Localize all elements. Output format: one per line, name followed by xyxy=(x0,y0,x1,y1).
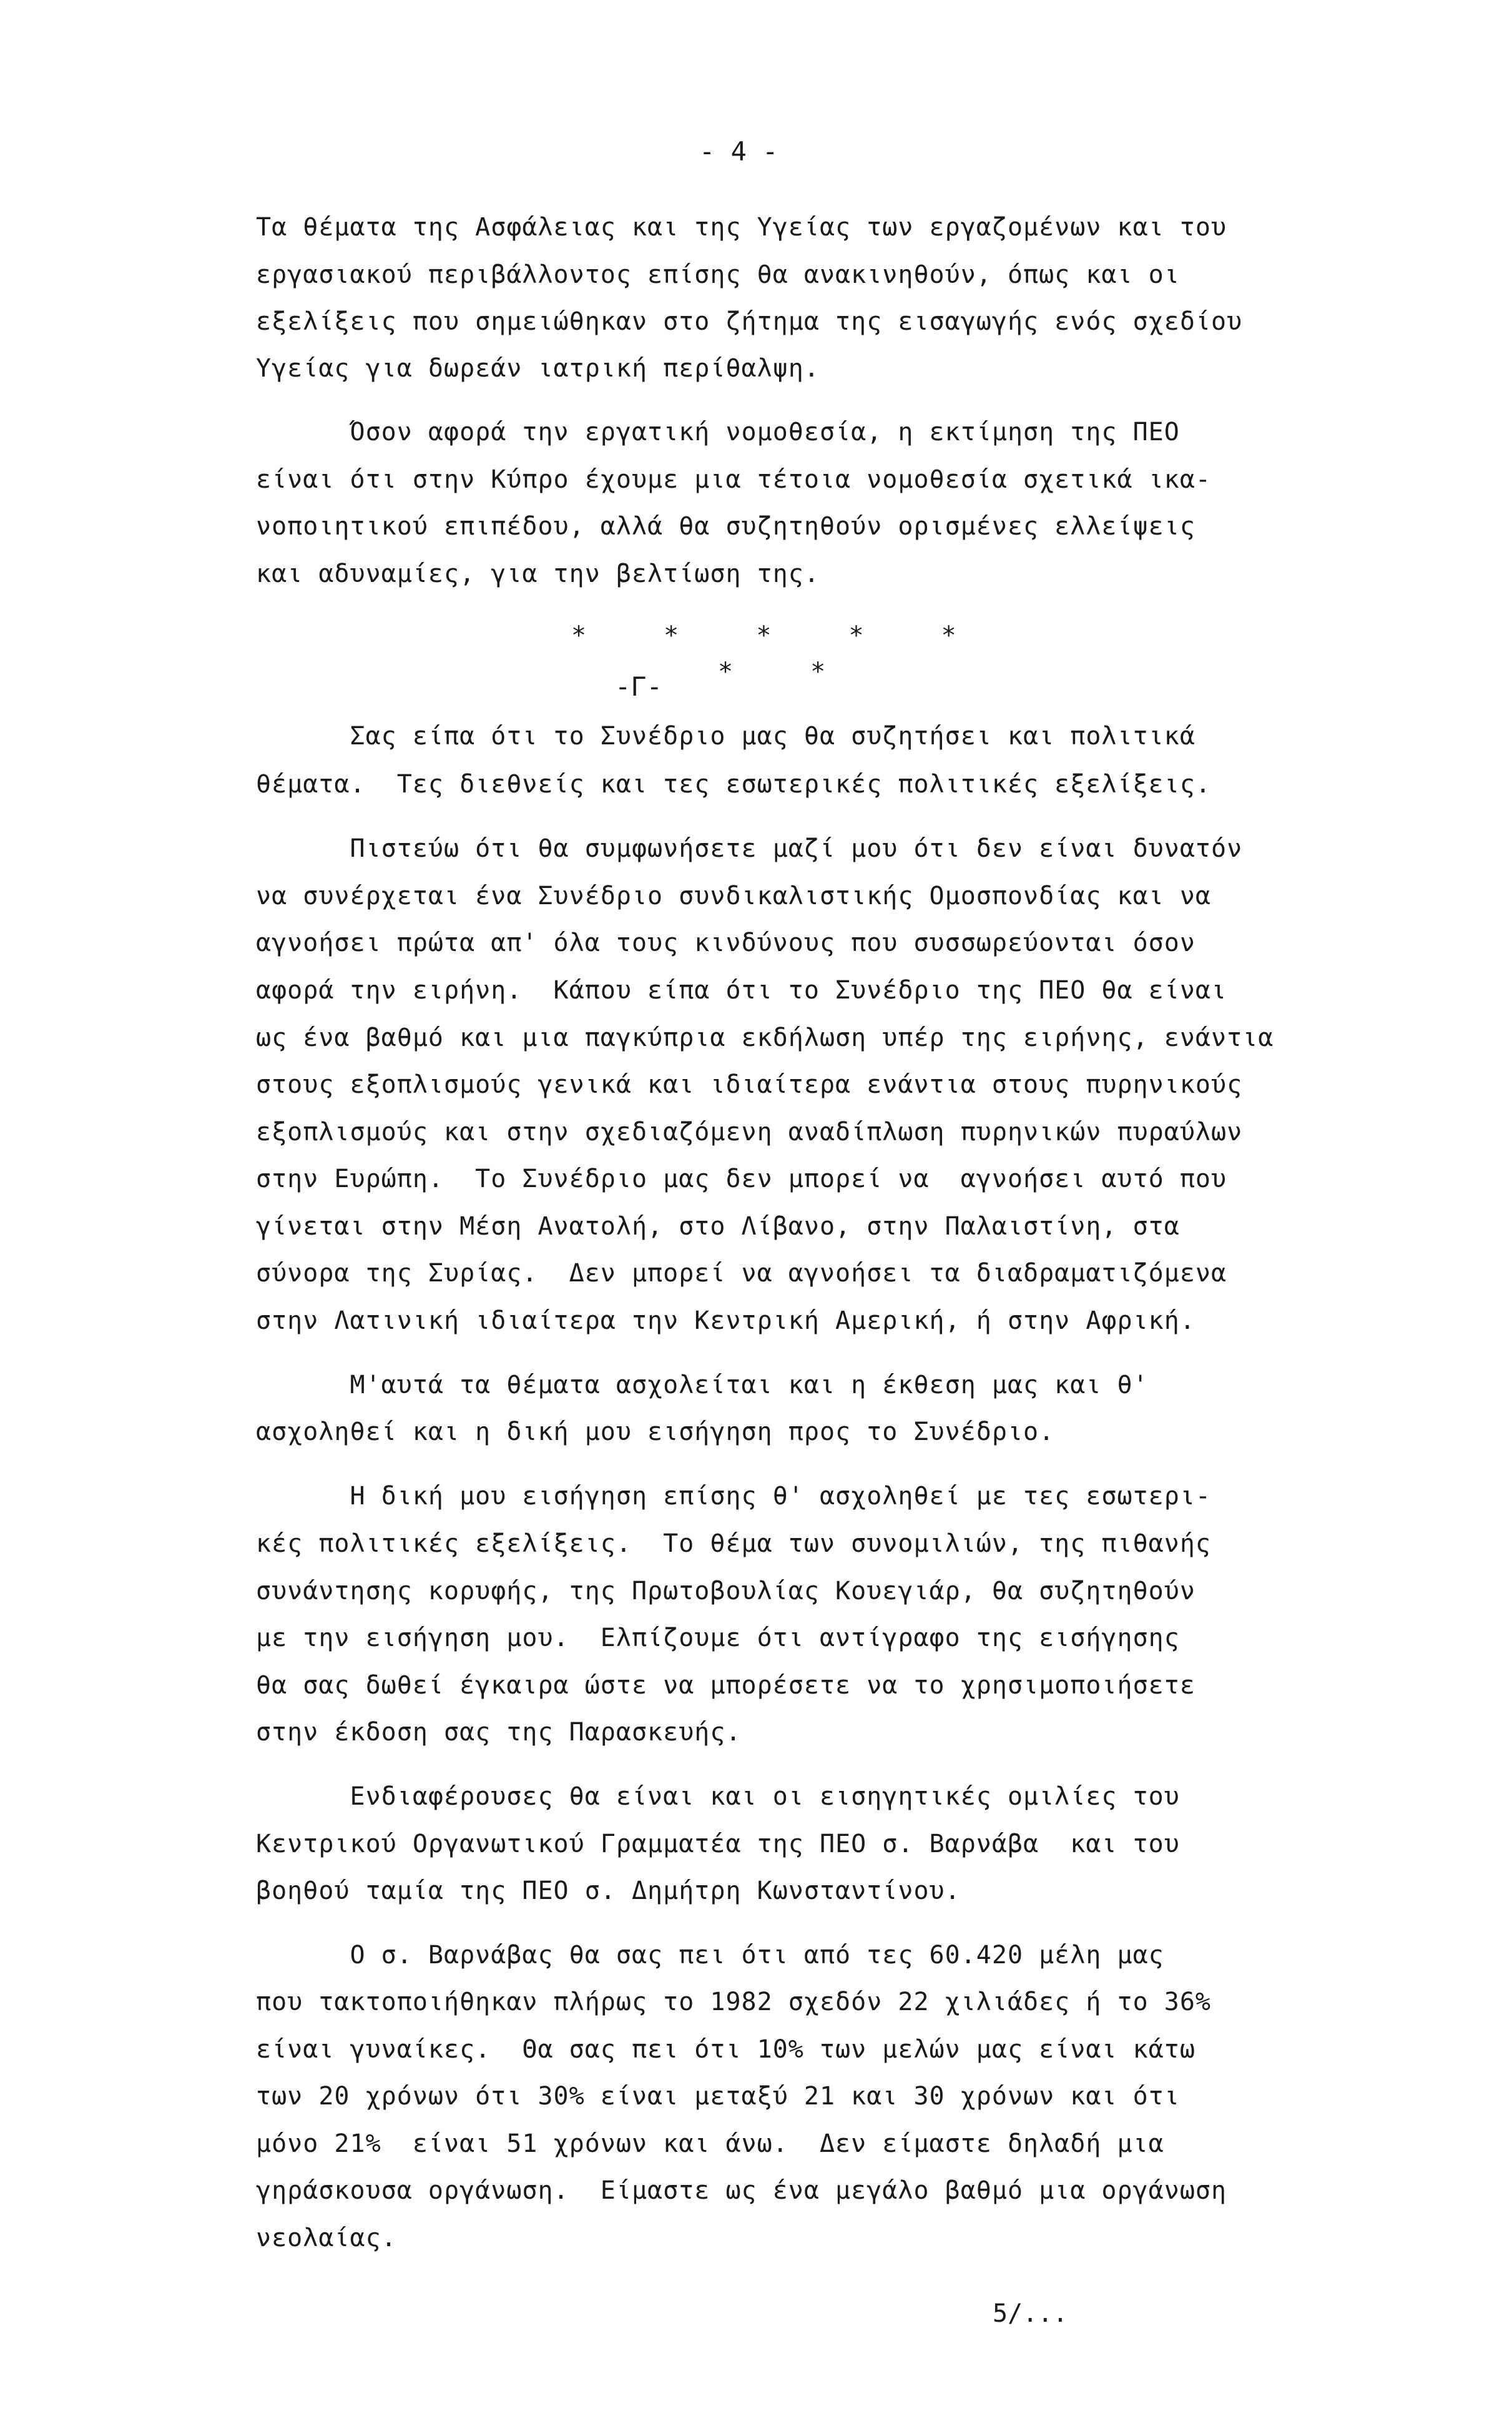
text-line: σύνορα της Συρίας. Δεν μπορεί να αγνοήσει τα διαδραματιζόμενα xyxy=(256,1259,1227,1288)
text-line: στην έκδοση σας της Παρασκευής. xyxy=(256,1718,742,1747)
text-line: Μ'αυτά τα θέματα ασχολείται και η έκθεση μας και θ' xyxy=(256,1371,1149,1399)
section-mark: -Γ- xyxy=(615,671,662,702)
text-line: που τακτοποιήθηκαν πλήρως το 1982 σχεδόν 22 χιλιάδες ή το 36% xyxy=(256,1988,1212,2016)
text-line: είναι γυναίκες. Θα σας πει ότι 10% των μελών μας είναι κάτω xyxy=(256,2035,1195,2064)
text-line: Σας είπα ότι το Συνέδριο μας θα συζητήσει και πολιτικά xyxy=(256,722,1195,751)
text-line: αφορά την ειρήνη. Κάπου είπα ότι το Συνέδριο της ΠΕΟ θα είναι xyxy=(256,976,1227,1005)
text-line: και αδυναμίες, για την βελτίωση της. xyxy=(256,560,820,588)
text-line: Υγείας για δωρεάν ιατρική περίθαλψη. xyxy=(256,354,820,383)
text-line: Ο σ. Βαρνάβας θα σας πει ότι από τες 60.420 μέλη μας xyxy=(256,1941,1164,1970)
text-line: αγνοήσει πρώτα απ' όλα τους κινδύνους που συσσωρεύονται όσον xyxy=(256,929,1195,957)
text-line: Όσον αφορά την εργατική νομοθεσία, η εκτίμηση της ΠΕΟ xyxy=(256,418,1180,446)
text-line: ως ένα βαθμό και μια παγκύπρια εκδήλωση υπέρ της ειρήνης, ενάντια xyxy=(256,1023,1274,1052)
text-line: των 20 χρόνων ότι 30% είναι μεταξύ 21 και 30 χρόνων και ότι xyxy=(256,2082,1180,2111)
text-line: θέματα. Τες διεθνείς και τες εσωτερικές πολιτικές εξελίξεις. xyxy=(256,770,1212,799)
text-line: εργασιακού περιβάλλοντος επίσης θα ανακινηθούν, όπως και οι xyxy=(256,260,1180,289)
text-line: στους εξοπλισμούς γενικά και ιδιαίτερα ενάντια στους πυρηνικούς xyxy=(256,1070,1243,1099)
text-line: συνάντησης κορυφής, της Πρωτοβουλίας Κουεγιάρ, θα συζητηθούν xyxy=(256,1577,1195,1605)
separator-stars: * * * * * xyxy=(571,621,988,650)
text-line: είναι ότι στην Κύπρο έχουμε μια τέτοια νομοθεσία σχετικά ικα- xyxy=(256,465,1212,494)
text-line: νεολαίας. xyxy=(256,2224,397,2252)
text-line: με την εισήγηση μου. Ελπίζουμε ότι αντίγραφο της εισήγησης xyxy=(256,1624,1180,1652)
text-line: ασχοληθεί και η δική μου εισήγηση προς το Συνέδριο. xyxy=(256,1418,1055,1446)
text-line: Ενδιαφέρουσες θα είναι και οι εισηγητικές ομιλίες του xyxy=(256,1782,1180,1811)
text-line: να συνέρχεται ένα Συνέδριο συνδικαλιστικής Ομοσπονδίας και να xyxy=(256,882,1212,910)
text-line: γηράσκουσα οργάνωση. Είμαστε ως ένα μεγάλο βαθμό μια οργάνωση xyxy=(256,2176,1227,2205)
text-line: Τα θέματα της Ασφάλειας και της Υγείας των εργαζομένων και του xyxy=(256,213,1227,242)
text-line: Η δική μου εισήγηση επίσης θ' ασχοληθεί με τες εσωτερι- xyxy=(256,1482,1212,1511)
text-line: εξοπλισμούς και στην σχεδιαζόμενη αναδίπλωση πυρηνικών πυραύλων xyxy=(256,1118,1243,1146)
text-line: νοποιητικού επιπέδου, αλλά θα συζητηθούν ορισμένες ελλείψεις xyxy=(256,512,1195,541)
text-line: βοηθού ταμία της ΠΕΟ σ. Δημήτρη Κωνσταντίνου. xyxy=(256,1876,961,1905)
page-number: - 4 - xyxy=(699,136,778,167)
text-line: στην Λατινική ιδιαίτερα την Κεντρική Αμερική, ή στην Αφρική. xyxy=(256,1306,1195,1335)
text-line: εξελίξεις που σημειώθηκαν στο ζήτημα της εισαγωγής ενός σχεδίου xyxy=(256,307,1243,336)
text-line: γίνεται στην Μέση Ανατολή, στο Λίβανο, στην Παλαιστίνη, στα xyxy=(256,1212,1180,1241)
text-line: μόνο 21% είναι 51 χρόνων και άνω. Δεν είμαστε δηλαδή μια xyxy=(256,2129,1164,2158)
text-line: θα σας δωθεί έγκαιρα ώστε να μπορέσετε να το χρησιμοποιήσετε xyxy=(256,1671,1195,1700)
continuation-marker: 5/... xyxy=(993,2299,1068,2328)
separator-stars: * * xyxy=(718,658,857,686)
text-line: Κεντρικού Οργανωτικού Γραμματέα της ΠΕΟ σ. Βαρνάβα και του xyxy=(256,1830,1180,1858)
text-line: στην Ευρώπη. Το Συνέδριο μας δεν μπορεί να αγνοήσει αυτό που xyxy=(256,1165,1227,1193)
text-line: κές πολιτικές εξελίξεις. Το θέμα των συνομιλιών, της πιθανής xyxy=(256,1529,1212,1558)
text-line: Πιστεύω ότι θα συμφωνήσετε μαζί μου ότι δεν είναι δυνατόν xyxy=(256,834,1243,863)
